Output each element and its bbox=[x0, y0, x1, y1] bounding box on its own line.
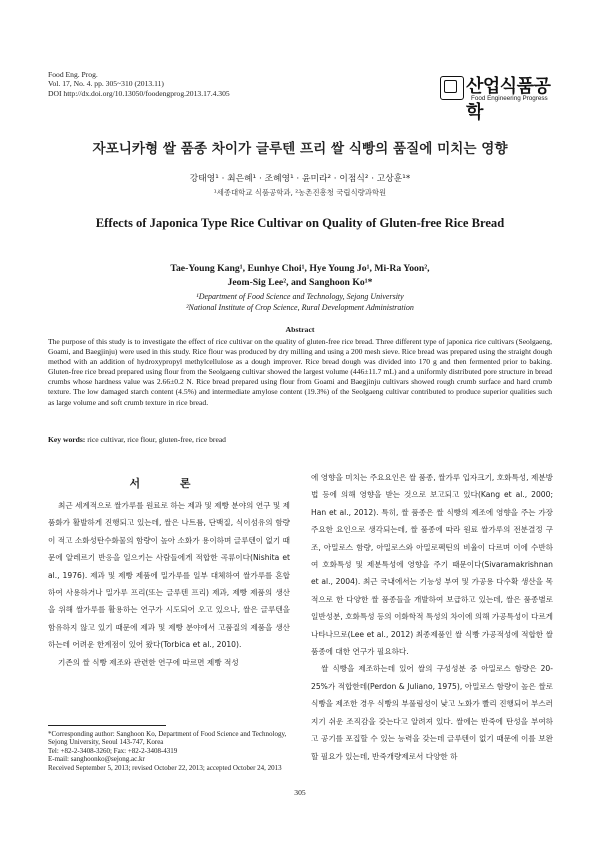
footnote-email: E-mail: sanghoonko@sejong.ac.kr bbox=[48, 755, 145, 764]
paragraph: 에 영향을 미치는 주요요인은 쌀 품종, 쌀가루 입자크기, 호화특성, 제분방법 등에 의해 영향을 받는 것으로 보고되고 있다(Kang et al., 2000; Han et al., 2012). 특히, 쌀 품종은 쌀 식빵의 제조에 영향을 주는 가장 주요한 요인으로 생각되는데, 쌀 품종에 따라 원료 쌀가루의 전분결정 구조, 아밀로스 함량, 아밀로스와 아밀로펙틴의 비율이 다르며 이에 수반하여 호화특성 및 제분특성에 영향을 주기 때문이다(Sivaramakrishnan et al., 2004). 최근 국내에서는 기능성 부여 및 가공용 다수확 생산을 목적으로 한 다양한 쌀 품종들을 개발하여 보급하고 있는데, 쌀은 품종별로 일반성분, 호화특성 등의 이화학적 특성의 차이에 의해 가공특성이 다르게 나타나므로(Lee et al., 2012) 최종제품인 쌀 식빵 가공적성에 적합한 쌀 품종에 대한 연구가 필요하다. bbox=[311, 473, 553, 657]
section-heading: 서 론 bbox=[129, 477, 209, 490]
journal-doi: DOI http://dx.doi.org/10.13050/foodengprog.2013.17.4.305 bbox=[48, 88, 230, 98]
page-number: 305 bbox=[294, 788, 306, 797]
journal-logo bbox=[440, 72, 552, 123]
footnote-corresponding: *Corresponding author: Sanghoon Ko, Department of Food Science and Technology, Sejong University, Seoul 143-747, Korea bbox=[48, 730, 287, 747]
abstract-heading: Abstract bbox=[285, 325, 315, 334]
footnote bbox=[48, 730, 292, 772]
korean-affiliations: ¹세종대학교 식품공학과, ²농촌진흥청 국립식량과학원 bbox=[213, 188, 387, 197]
logo-subtitle: Food Engineering Progress bbox=[471, 95, 548, 102]
journal-volume: Vol. 17, No. 4. pp. 305~310 (2013.11) bbox=[48, 79, 164, 89]
footnote-phone: Tel: +82-2-3408-3260; Fax: +82-2-3408-4319 bbox=[48, 746, 178, 755]
logo-title: 산업식품공학 bbox=[466, 76, 551, 123]
keywords bbox=[48, 435, 552, 444]
korean-authors: 강태영¹ · 최은혜¹ · 조혜영¹ · 윤미라² · 이점식² · 고상훈¹* bbox=[189, 174, 411, 184]
english-affiliations bbox=[60, 292, 540, 313]
paragraph: 기존의 쌀 식빵 제조와 관련한 연구에 따르면 제빵 적성 bbox=[58, 657, 239, 667]
footnote-divider bbox=[48, 725, 166, 726]
english-affiliation-2: ²National Institute of Crop Science, Rural Development Administration bbox=[186, 302, 414, 312]
footnote-received: Received September 5, 2013; revised October 22, 2013; accepted October 24, 2013 bbox=[48, 763, 282, 772]
english-title: Effects of Japonica Type Rice Cultivar on Quality of Gluten-free Rice Bread bbox=[95, 216, 505, 230]
keywords-label: Key words: bbox=[48, 435, 86, 444]
english-authors-line2: Jeom-Sig Lee², and Sanghoon Ko¹* bbox=[227, 276, 373, 288]
english-affiliation-1: ¹Department of Food Science and Technology, Sejong University bbox=[196, 292, 404, 301]
keywords-text: rice cultivar, rice flour, gluten-free, rice bread bbox=[85, 435, 226, 444]
english-authors-line1: Tae-Young Kang¹, Eunhye Choi¹, Hye Young Jo¹, Mi-Ra Yoon², bbox=[170, 263, 430, 274]
left-column bbox=[48, 497, 290, 671]
korean-title: 자포니카형 쌀 품종 차이가 글루텐 프리 쌀 식빵의 품질에 미치는 영향 bbox=[92, 141, 508, 157]
journal-name: Food Eng. Prog. bbox=[48, 70, 98, 79]
english-authors bbox=[60, 262, 540, 289]
right-column bbox=[311, 469, 553, 765]
journal-header bbox=[48, 70, 230, 98]
paragraph: 쌀 식빵을 제조하는데 있어 쌀의 구성성분 중 아밀로스 함량은 20-25%가 적합한데(Perdon & Juliano, 1975), 아밀로스 함량이 높은 쌀로 식빵을 제조한 경우 식빵의 부풀림성이 낮고 노화가 빨리 진행되어 부스러지기 쉬운 조직감을 갖는다고 알려져 있다. 쌀에는 반죽에 탄성을 부여하고 공기를 포집할 수 있는 능력을 갖는데 글루텐이 없기 때문에 이를 보완할 필요가 있는데, 반죽개량제로서 다양한 하 bbox=[311, 664, 553, 761]
paragraph: 최근 세계적으로 쌀가루를 원료로 하는 제과 및 제빵 분야의 연구 및 제품화가 활발하게 진행되고 있는데, 쌀은 나트륨, 단백질, 식이섬유의 함량이 적고 소화성탄수화물의 함량이 높아 소화가 용이하며 글루텐이 없기 때문에 알레르기 반응을 일으키는 사람들에게 적합한 곡류이다(Nishita et al., 1976). 제과 및 제빵 제품에 밀가루를 일부 대체하여 쌀가루를 혼합하여 사용하거나 밀가루 프리(또는 글루텐 프리) 제과, 제빵 제품의 생산을 위해 쌀가루를 활용하는 연구가 시도되어 오고 있으나, 쌀은 글루텐을 함유하지 않고 있기 때문에 제과 및 제빵 분야에서 고품질의 제품을 생산하는데 어려운 한계점이 있어 왔다(Torbica et al., 2010). bbox=[48, 501, 290, 650]
abstract-text: The purpose of this study is to investigate the effect of rice cultivar on the quality of gluten-free rice bread. Three different type of japonica rice cultivars (Seolgaeng, Goami, and Baegjinju) were used in this study. Rice flour was produced by dry milling and using a 200 mesh sieve. Rice bread was prepared using the straight dough method with an addition of hydroxypropyl methylcellulose as a dough improver. Rice bread dough was divided into 170 g and then fermented prior to baking. Gluten-free rice bread prepared using flour from the Seolgaeng cultivar showed the largest volume (446±11.7 mL) and a uniformly distributed pore structure in bread crumbs whose hardness value was 2.66±0.2 N. Rice bread prepared using flour from Goami and Baegjinju cultivars showed rough crumb surface and hard crumb texture. The low damaged starch content (4.5%) and intermediate amylose content (19.3%) of the Seolgaeng cultivar contributed to produce superior qualities such as large volume and soft crumb texture in rice bread. bbox=[48, 337, 552, 407]
logo-square-icon bbox=[440, 76, 464, 100]
